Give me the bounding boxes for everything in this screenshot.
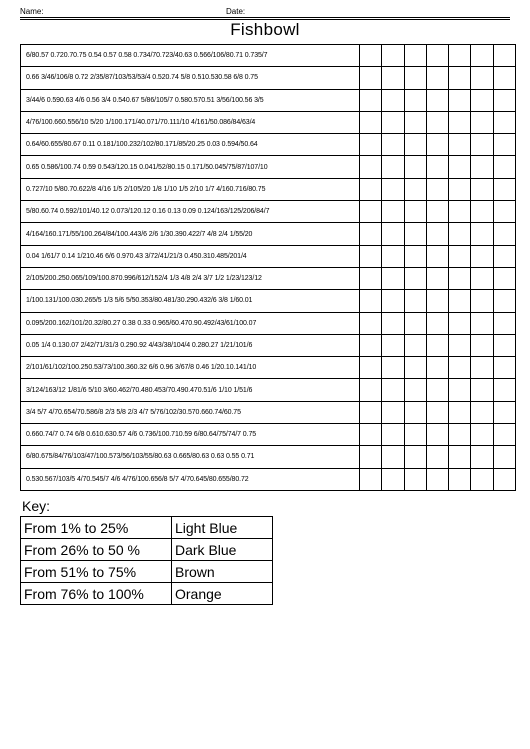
grid-row	[21, 245, 516, 267]
key-range: From 76% to 100%	[21, 583, 172, 605]
grid-cell	[360, 201, 382, 223]
grid-row-text: 2/105/200.250.065/109/100.870.996/612/152/4 1/3 4/8 2/4 3/7 1/2 1/23/123/12	[26, 275, 262, 283]
grid-cell	[471, 357, 493, 379]
grid-cell	[449, 89, 471, 111]
grid-cell	[382, 178, 404, 200]
grid-cell	[360, 111, 382, 133]
grid-cell	[382, 290, 404, 312]
grid-cell	[471, 223, 493, 245]
key-range: From 51% to 75%	[21, 561, 172, 583]
grid-cell	[493, 267, 515, 289]
grid-cell	[493, 67, 515, 89]
grid-cell	[493, 223, 515, 245]
key-row	[21, 561, 273, 583]
grid-cell	[493, 446, 515, 468]
grid-row	[21, 357, 516, 379]
key-row	[21, 517, 273, 539]
grid-cell	[21, 245, 360, 267]
grid-cell	[449, 67, 471, 89]
grid-cell	[404, 446, 426, 468]
grid-cell	[21, 401, 360, 423]
grid-cell	[404, 379, 426, 401]
grid-cell	[493, 468, 515, 490]
grid-cell	[426, 446, 448, 468]
grid-cell	[449, 223, 471, 245]
grid-cell	[471, 424, 493, 446]
grid-cell	[404, 178, 426, 200]
grid-cell	[382, 468, 404, 490]
grid-cell	[360, 290, 382, 312]
grid-row	[21, 111, 516, 133]
grid-cell	[21, 267, 360, 289]
grid-cell	[21, 134, 360, 156]
grid-row	[21, 446, 516, 468]
grid-cell	[426, 134, 448, 156]
grid-cell	[471, 446, 493, 468]
grid-cell	[21, 424, 360, 446]
grid-cell	[360, 156, 382, 178]
key-title: Key:	[22, 498, 51, 514]
grid-cell	[493, 312, 515, 334]
grid-cell	[449, 134, 471, 156]
grid-cell	[426, 312, 448, 334]
grid-row-text: 4/76/100.660.556/10 5/20 1/100.171/40.071/70.111/10 4/161/50.086/84/63/4	[26, 119, 256, 127]
grid-cell	[21, 468, 360, 490]
grid-cell	[404, 245, 426, 267]
grid-cell	[449, 357, 471, 379]
key-color: Orange	[172, 583, 273, 605]
key-color: Brown	[172, 561, 273, 583]
grid-cell	[426, 334, 448, 356]
grid-cell	[493, 290, 515, 312]
grid-row-text: 0.66 3/46/106/8 0.72 2/35/87/103/53/53/4 0.520.74 5/8 0.510.530.58 6/8 0.75	[26, 74, 258, 82]
grid-cell	[449, 201, 471, 223]
grid-cell	[493, 156, 515, 178]
grid-cell	[21, 334, 360, 356]
grid-cell	[471, 312, 493, 334]
grid-cell	[426, 89, 448, 111]
grid-cell	[471, 178, 493, 200]
grid-cell	[382, 67, 404, 89]
grid-cell	[404, 357, 426, 379]
grid-row-text: 1/100.131/100.030.265/5 1/3 5/6 5/50.353/80.481/30.290.432/6 3/8 1/60.01	[26, 297, 253, 305]
grid-cell	[21, 45, 360, 67]
grid-cell	[449, 334, 471, 356]
grid-cell	[404, 223, 426, 245]
grid-row	[21, 290, 516, 312]
grid-cell	[471, 334, 493, 356]
grid-cell	[426, 424, 448, 446]
grid-cell	[382, 223, 404, 245]
grid-cell	[449, 245, 471, 267]
grid-cell	[471, 379, 493, 401]
grid-cell	[404, 401, 426, 423]
grid-cell	[426, 178, 448, 200]
grid-row	[21, 223, 516, 245]
grid-cell	[493, 401, 515, 423]
grid-row	[21, 312, 516, 334]
grid-cell	[382, 267, 404, 289]
grid-cell	[449, 379, 471, 401]
grid-cell	[493, 201, 515, 223]
grid-cell	[449, 111, 471, 133]
grid-cell	[471, 201, 493, 223]
grid-cell	[426, 379, 448, 401]
key-row	[21, 539, 273, 561]
header-rule-top	[20, 17, 510, 18]
grid-cell	[21, 111, 360, 133]
grid-cell	[449, 401, 471, 423]
grid-cell	[360, 401, 382, 423]
grid-cell	[21, 223, 360, 245]
grid-cell	[360, 424, 382, 446]
grid-row-text: 0.727/10 5/80.70.622/8 4/16 1/5 2/105/20 1/8 1/10 1/5 2/10 1/7 4/160.716/80.75	[26, 185, 266, 193]
grid-cell	[471, 111, 493, 133]
grid-cell	[404, 134, 426, 156]
grid-cell	[449, 424, 471, 446]
grid-cell	[493, 379, 515, 401]
grid-cell	[471, 267, 493, 289]
grid-cell	[426, 245, 448, 267]
grid-cell	[382, 379, 404, 401]
grid-cell	[449, 446, 471, 468]
grid-cell	[382, 89, 404, 111]
grid-cell	[360, 45, 382, 67]
grid-cell	[21, 357, 360, 379]
grid-cell	[471, 401, 493, 423]
grid-cell	[404, 156, 426, 178]
grid-row-text: 3/44/6 0.590.63 4/6 0.56 3/4 0.540.67 5/86/105/7 0.580.570.51 3/56/100.56 3/5	[26, 96, 264, 104]
grid-cell	[449, 290, 471, 312]
grid-cell	[360, 357, 382, 379]
grid-cell	[360, 267, 382, 289]
grid-cell	[382, 156, 404, 178]
grid-row-text: 0.095/200.162/101/20.32/80.27 0.38 0.33 0.965/60.470.90.492/43/61/100.07	[26, 319, 257, 327]
grid-cell	[360, 245, 382, 267]
grid-cell	[382, 401, 404, 423]
grid-cell	[449, 267, 471, 289]
grid-cell	[404, 312, 426, 334]
grid-cell	[21, 446, 360, 468]
date-label: Date:	[226, 7, 246, 16]
grid-cell	[382, 134, 404, 156]
grid-cell	[493, 178, 515, 200]
grid-cell	[21, 67, 360, 89]
grid-cell	[21, 156, 360, 178]
grid-cell	[471, 67, 493, 89]
grid-cell	[21, 312, 360, 334]
grid-cell	[382, 245, 404, 267]
grid-cell	[382, 201, 404, 223]
grid-cell	[493, 357, 515, 379]
grid-cell	[471, 290, 493, 312]
grid-row-text: 6/80.57 0.720.70.75 0.54 0.57 0.58 0.734/70.723/40.63 0.566/106/80.71 0.735/7	[26, 52, 268, 60]
grid-cell	[449, 468, 471, 490]
grid-cell	[426, 223, 448, 245]
grid-cell	[21, 201, 360, 223]
grid-cell	[360, 223, 382, 245]
grid-cell	[404, 111, 426, 133]
grid-cell	[426, 267, 448, 289]
grid-row	[21, 401, 516, 423]
grid-cell	[493, 424, 515, 446]
grid-cell	[404, 424, 426, 446]
grid-cell	[382, 446, 404, 468]
grid-cell	[493, 334, 515, 356]
grid-row-text: 2/101/61/102/100.250.53/73/100.360.32 6/6 0.96 3/67/8 0.46 1/20.10.141/10	[26, 364, 257, 372]
grid-cell	[382, 111, 404, 133]
grid-cell	[426, 290, 448, 312]
grid-cell	[426, 111, 448, 133]
key-range: From 26% to 50 %	[21, 539, 172, 561]
grid-cell	[493, 245, 515, 267]
grid-cell	[426, 67, 448, 89]
grid-cell	[404, 67, 426, 89]
grid-cell	[360, 379, 382, 401]
grid-cell	[426, 156, 448, 178]
grid-cell	[471, 45, 493, 67]
name-label: Name:	[20, 7, 44, 16]
grid-cell	[426, 45, 448, 67]
grid-cell	[382, 357, 404, 379]
key-color: Dark Blue	[172, 539, 273, 561]
grid-cell	[360, 178, 382, 200]
worksheet-title: Fishbowl	[230, 20, 300, 39]
grid-cell	[426, 401, 448, 423]
grid-cell	[471, 134, 493, 156]
grid-row	[21, 67, 516, 89]
grid-cell	[471, 89, 493, 111]
grid-cell	[493, 89, 515, 111]
grid-row-text: 5/80.60.74 0.592/101/40.12 0.073/120.12 0.16 0.13 0.09 0.124/163/125/206/84/7	[26, 208, 270, 216]
grid-row	[21, 45, 516, 67]
key-color: Light Blue	[172, 517, 273, 539]
grid-cell	[360, 67, 382, 89]
key-range: From 1% to 25%	[21, 517, 172, 539]
grid-row-text: 4/164/160.171/55/100.264/84/100.443/6 2/6 1/30.390.422/7 4/8 2/4 1/55/20	[26, 230, 253, 238]
color-key-table	[20, 516, 273, 605]
grid-cell	[360, 312, 382, 334]
grid-cell	[21, 290, 360, 312]
grid-cell	[471, 245, 493, 267]
grid-row	[21, 134, 516, 156]
grid-cell	[449, 312, 471, 334]
grid-cell	[404, 334, 426, 356]
grid-cell	[360, 334, 382, 356]
key-row	[21, 583, 273, 605]
grid-cell	[493, 134, 515, 156]
grid-cell	[493, 111, 515, 133]
grid-cell	[21, 89, 360, 111]
grid-cell	[360, 446, 382, 468]
grid-cell	[449, 45, 471, 67]
grid-cell	[404, 201, 426, 223]
grid-cell	[449, 178, 471, 200]
grid-row	[21, 468, 516, 490]
grid-row	[21, 334, 516, 356]
grid-cell	[21, 379, 360, 401]
grid-row	[21, 267, 516, 289]
worksheet-grid	[20, 44, 516, 491]
grid-cell	[426, 357, 448, 379]
grid-cell	[360, 134, 382, 156]
grid-row	[21, 156, 516, 178]
grid-cell	[471, 156, 493, 178]
grid-row-text: 3/124/163/12 1/81/6 5/10 3/60.462/70.480.453/70.490.470.51/6 1/10 1/51/6	[26, 386, 253, 394]
grid-cell	[382, 45, 404, 67]
grid-cell	[449, 156, 471, 178]
grid-row-text: 0.65 0.586/100.74 0.59 0.543/120.15 0.041/52/80.15 0.171/50.045/75/87/107/10	[26, 163, 268, 171]
grid-cell	[426, 468, 448, 490]
grid-row-text: 0.530.567/103/5 4/70.545/7 4/6 4/76/100.656/8 5/7 4/70.645/80.655/80.72	[26, 475, 249, 483]
grid-row-text: 0.05 1/4 0.130.07 2/42/71/31/3 0.290.92 4/43/38/104/4 0.280.27 1/21/101/6	[26, 342, 253, 349]
grid-cell	[404, 468, 426, 490]
grid-cell	[404, 89, 426, 111]
grid-cell	[382, 424, 404, 446]
grid-cell	[21, 178, 360, 200]
grid-cell	[426, 201, 448, 223]
grid-row-text: 0.64/60.655/80.67 0.11 0.181/100.232/102/80.171/85/20.25 0.03 0.594/50.64	[26, 141, 258, 149]
grid-cell	[493, 45, 515, 67]
grid-row	[21, 424, 516, 446]
grid-row-text: 3/4 5/7 4/70.654/70.586/8 2/3 5/8 2/3 4/7 5/76/102/30.570.660.74/60.75	[26, 408, 241, 416]
grid-cell	[404, 267, 426, 289]
grid-row	[21, 379, 516, 401]
grid-row	[21, 201, 516, 223]
grid-row-text: 0.660.74/7 0.74 6/8 0.610.630.57 4/6 0.736/100.710.59 6/80.64/75/74/7 0.75	[26, 431, 257, 439]
grid-row	[21, 89, 516, 111]
grid-cell	[404, 290, 426, 312]
grid-cell	[360, 89, 382, 111]
grid-row-text: 6/80.675/84/76/103/47/100.573/56/103/55/80.63 0.665/80.63 0.63 0.55 0.71	[26, 453, 255, 461]
grid-cell	[471, 468, 493, 490]
grid-cell	[382, 312, 404, 334]
grid-cell	[360, 468, 382, 490]
grid-cell	[382, 334, 404, 356]
grid-row	[21, 178, 516, 200]
grid-row-text: 0.04 1/61/7 0.14 1/210.46 6/6 0.970.43 3/72/41/21/3 0.450.310.485/201/4	[26, 252, 247, 260]
grid-cell	[404, 45, 426, 67]
